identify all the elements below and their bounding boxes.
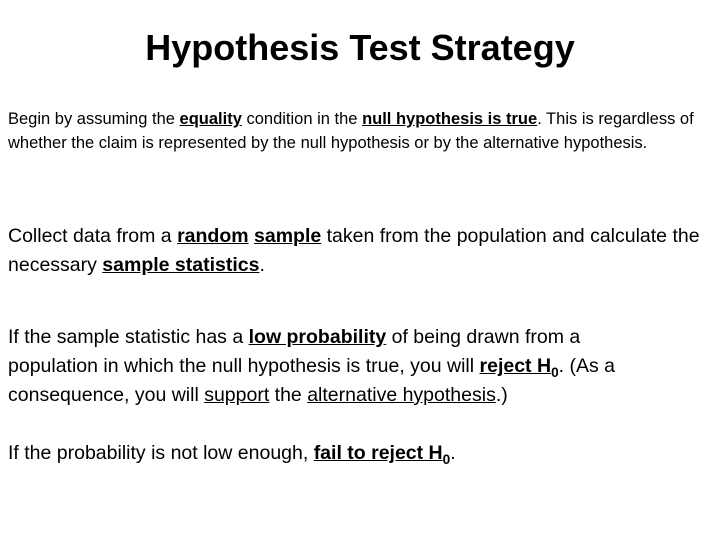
emphasis-low-probability: low probability xyxy=(248,326,387,348)
text: taken from the population and calculate the necessary xyxy=(8,225,700,276)
slide-title: Hypothesis Test Strategy xyxy=(145,27,575,68)
text: . xyxy=(450,442,456,464)
text: of being drawn from a population in which the null hypothesis is true, you will xyxy=(8,326,581,377)
emphasis-equality: equality xyxy=(179,110,242,128)
emphasis-reject-h0 xyxy=(479,355,559,380)
text: Begin by assuming the xyxy=(8,110,180,128)
emphasis-random: random xyxy=(177,225,249,247)
text: If the sample statistic has a xyxy=(8,326,249,348)
emphasis-alternative-hypothesis: alternative hypothesis xyxy=(307,384,496,406)
subscript: 0 xyxy=(442,451,451,467)
emphasis-fail-to-reject-h0 xyxy=(313,442,451,467)
paragraph-fail-to-reject xyxy=(8,439,628,468)
emphasis-null-true: null hypothesis is true xyxy=(362,110,538,128)
subscript: 0 xyxy=(551,364,559,380)
text: reject H xyxy=(479,355,552,377)
emphasis-sample: sample xyxy=(254,225,322,247)
text: fail to reject H xyxy=(313,442,443,464)
text: the xyxy=(269,384,308,406)
emphasis-support: support xyxy=(204,384,270,406)
paragraph-collect-data xyxy=(8,222,708,280)
text: . (As a consequence, you will xyxy=(8,355,616,406)
emphasis-sample-statistics: sample statistics xyxy=(102,254,260,276)
paragraph-reject xyxy=(8,323,628,410)
text: . This is regardless of whether the claim is represented by the null hypothesis or by the alternative hypothesis. xyxy=(8,110,694,152)
text: . xyxy=(259,254,265,276)
text: If the probability is not low enough, xyxy=(8,442,314,464)
text: .) xyxy=(495,384,508,406)
paragraph-assumption xyxy=(8,107,708,155)
text: condition in the xyxy=(241,110,363,128)
text: Collect data from a xyxy=(8,225,178,247)
